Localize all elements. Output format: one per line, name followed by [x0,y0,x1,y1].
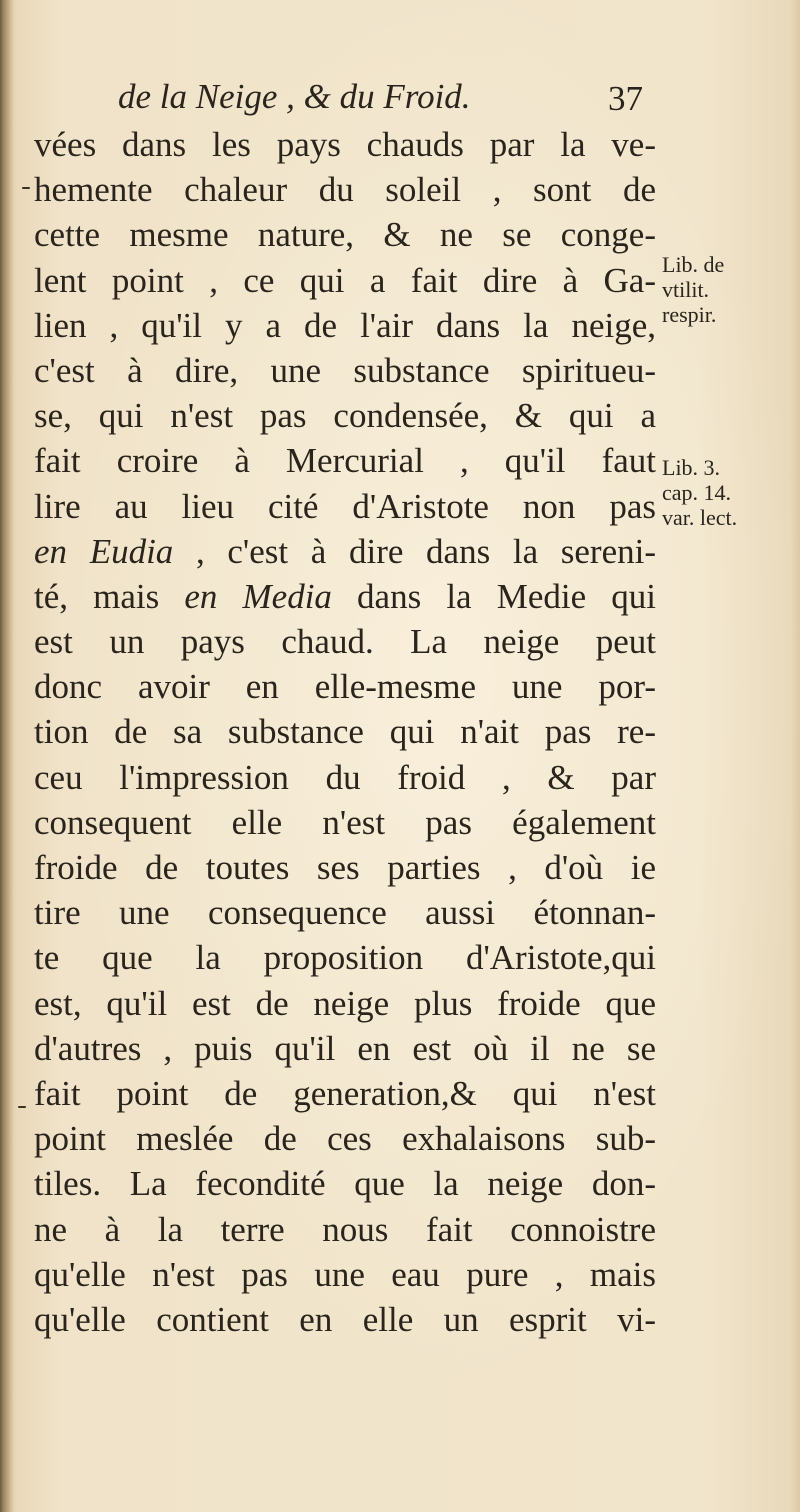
text-line: tiles. La fecondité que la neige don- [34,1164,656,1204]
text-line: lire au lieu cité d'Aristote non pas [34,486,656,526]
margin-note-line: Lib. de [662,252,725,277]
margin-note-line: var. lect. [662,505,738,530]
text-line: donc avoir en elle-mesme une por- [34,667,656,707]
text-line: cette mesme nature, & ne se conge- [34,215,656,255]
text-line: ceu l'impression du froid , & par [34,757,656,797]
text-segment: dans la Medie qui [331,576,656,616]
text-line: tire une consequence aussi étonnan- [34,893,656,933]
margin-note-galien [662,252,794,327]
italic-phrase-media: en Media [184,576,332,616]
text-line: c'est à dire, une substance spiritueu- [34,350,656,390]
running-title: de la Neige , & du Froid. [118,77,471,116]
running-head [118,72,658,122]
text-line: vées dans les pays chauds par la ve- [34,125,656,164]
text-line: se, qui n'est pas condensée, & qui a [34,396,656,436]
margin-note-mercurial [662,455,794,530]
text-line: lien , qu'il y a de l'air dans la neige, [34,305,656,345]
text-segment: , c'est à dire dans la sereni- [173,531,657,571]
text-line: qu'elle contient en elle un esprit vi- [34,1299,656,1339]
body-text [34,122,656,1342]
text-line: tion de sa substance qui n'ait pas re- [34,712,656,752]
text-segment: té, mais [34,576,185,616]
margin-note-line: cap. 14. [662,480,732,505]
margin-note-line: Lib. 3. [662,455,721,480]
text-line: consequent elle n'est pas également [34,802,656,842]
text-line: fait point de generation,& qui n'est [34,1073,656,1113]
text-line: est, qu'il est de neige plus froide que [34,983,656,1023]
text-line: te que la proposition d'Aristote,qui [34,938,656,978]
margin-mark [18,1106,26,1108]
margin-mark [22,187,30,189]
text-line: froide de toutes ses parties , d'où ie [34,848,656,887]
margin-note-line: vtilit. [662,277,710,302]
text-line: ne à la terre nous fait connoistre [34,1209,656,1249]
text-line: point meslée de ces exhalaisons sub- [34,1119,656,1159]
italic-phrase-eudia: en Eudia [34,531,174,571]
margin-note-line: respir. [662,302,717,327]
text-line: qu'elle n'est pas une eau pure , mais [34,1254,656,1294]
text-line: fait croire à Mercurial , qu'il faut [34,441,656,481]
text-line-italic-eudia [34,529,656,574]
text-line-italic-media [34,574,656,619]
text-line: d'autres , puis qu'il en est où il ne se [34,1028,656,1068]
text-line: hemente chaleur du soleil , sont de [34,170,656,210]
page-number: 37 [608,79,643,118]
page-gutter-shadow [0,0,14,1512]
text-line: lent point , ce qui a fait dire à Ga- [34,260,656,300]
text-line: est un pays chaud. La neige peut [34,622,656,662]
